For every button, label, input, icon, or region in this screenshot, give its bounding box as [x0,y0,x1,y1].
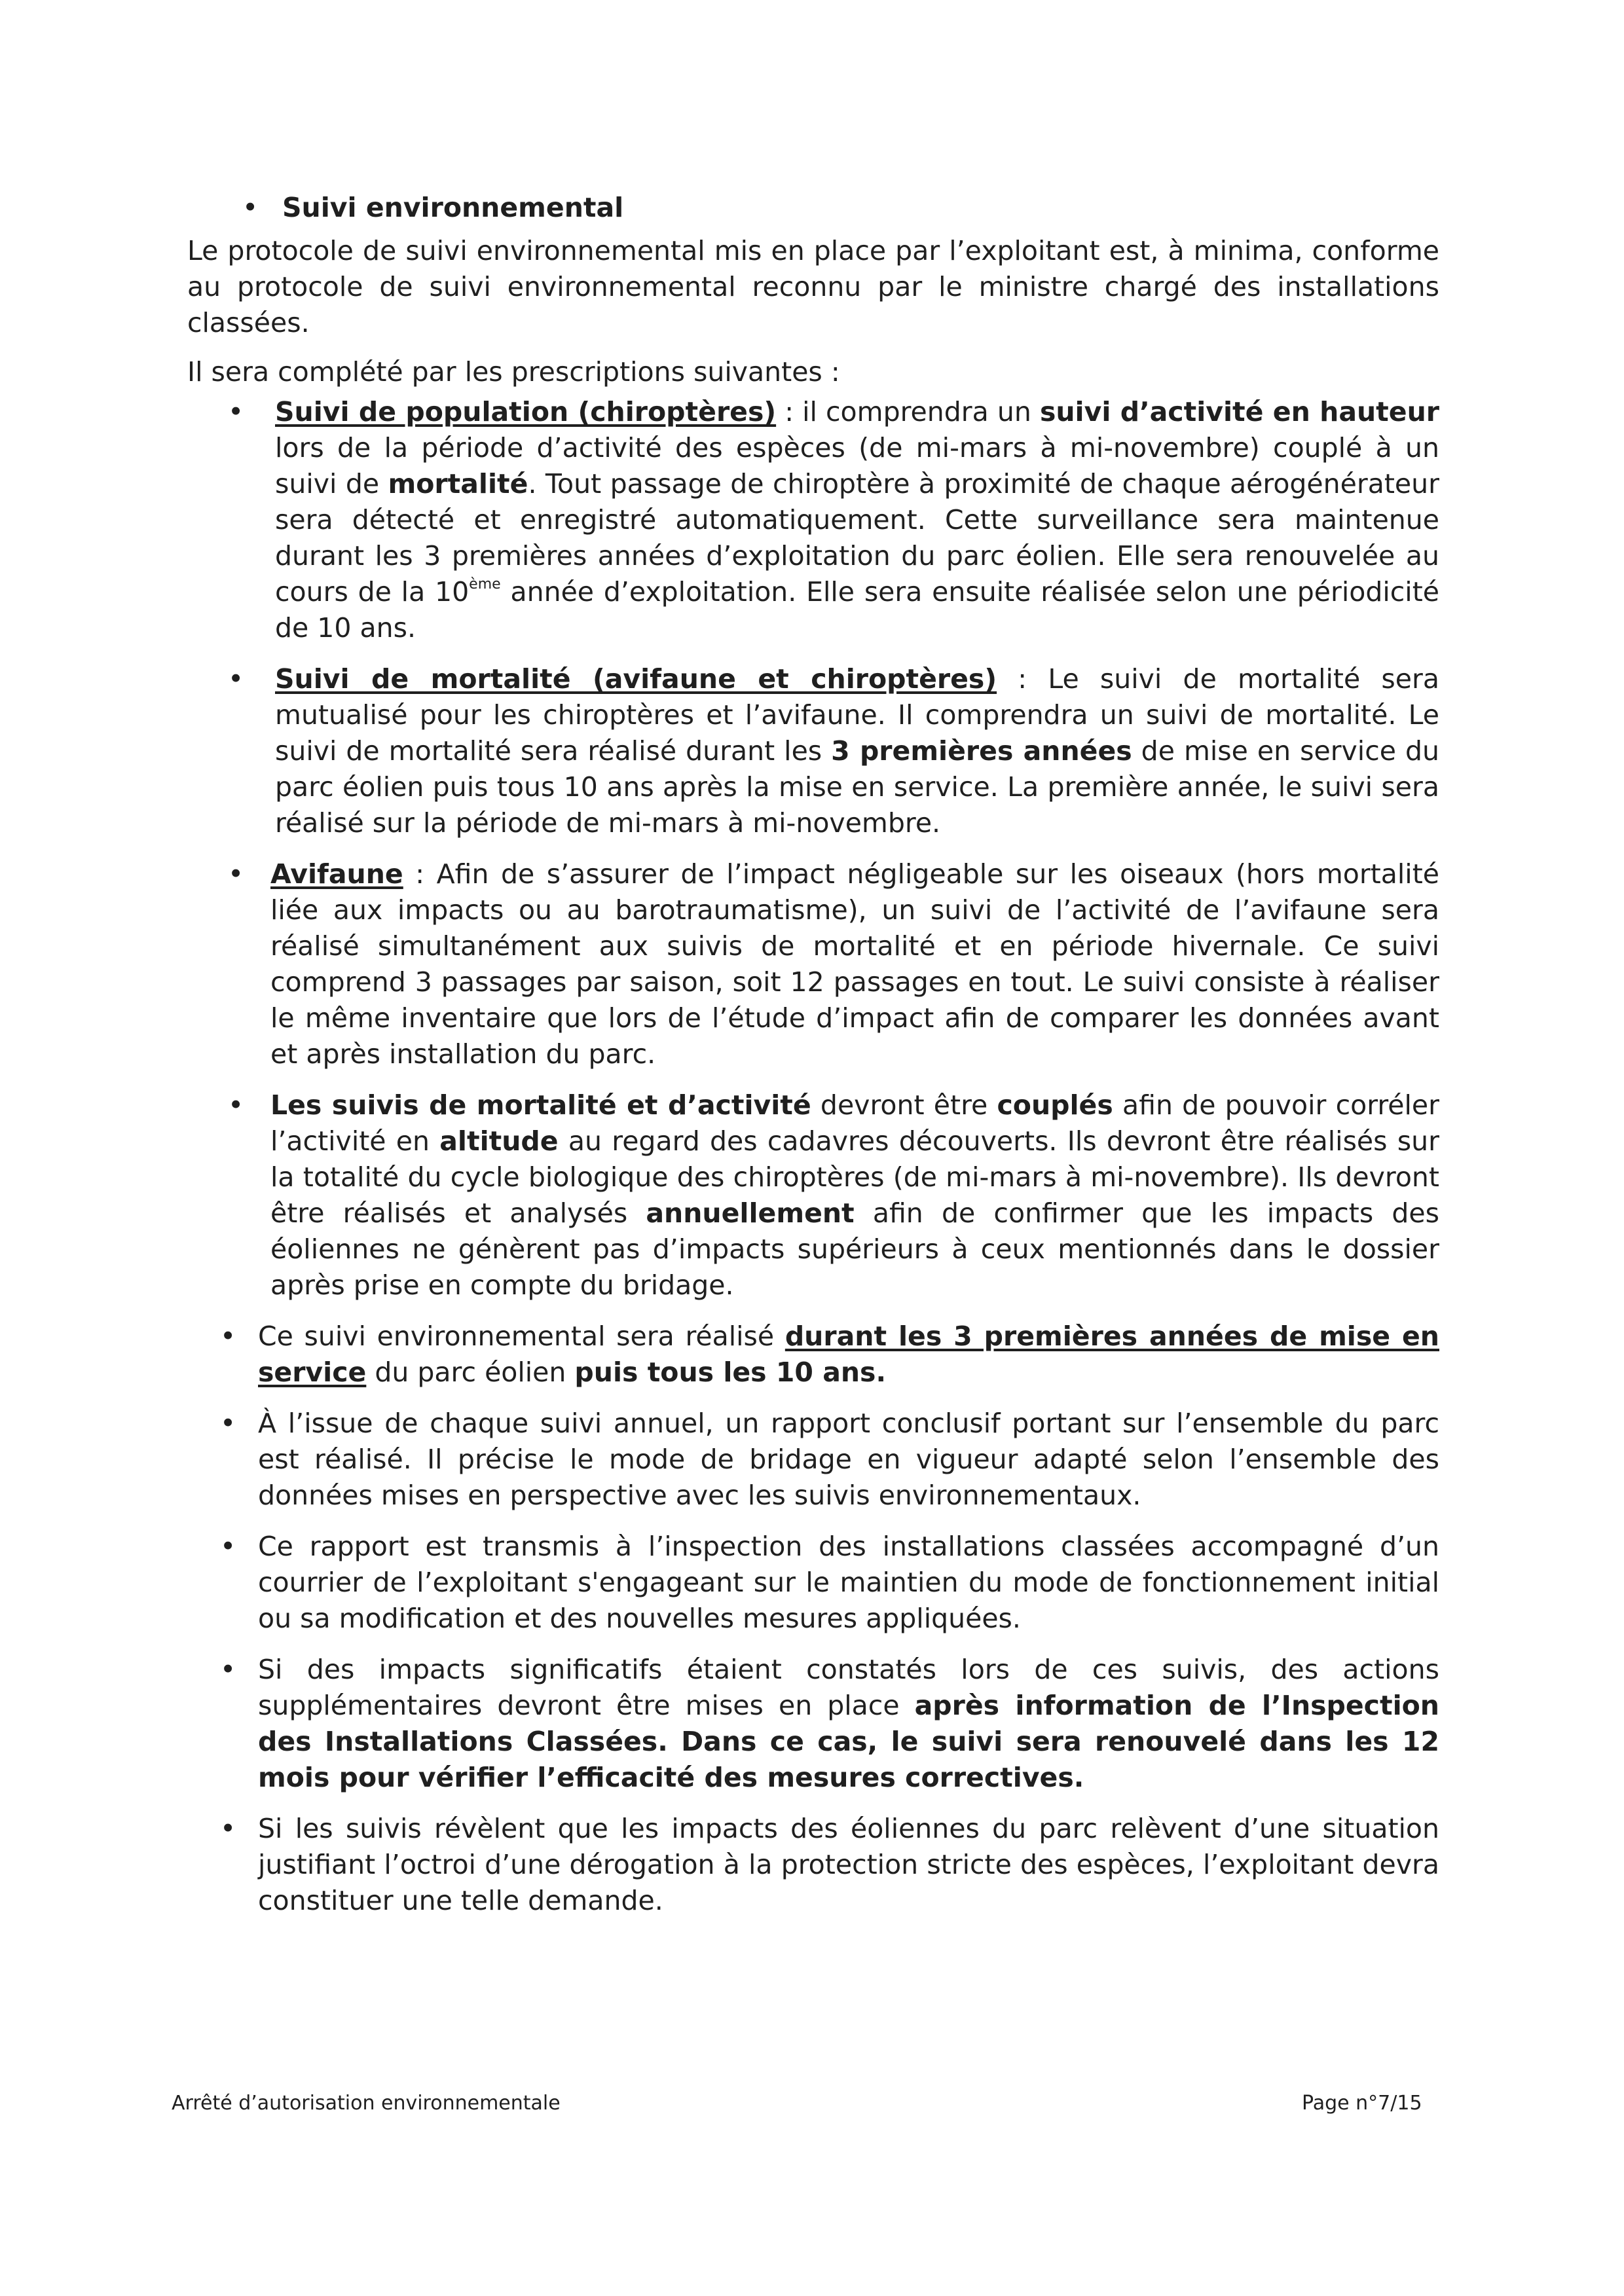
item-heading: Suivi de mortalité (avifaune et chiroptères) [275,663,997,695]
footer-page-number: Page n°7/15 [1302,2092,1422,2115]
bullet-icon: • [242,192,259,223]
intro-paragraph: Le protocole de suivi environnemental mis en place par l’exploitant est, à minima, conforme au protocole de suivi environnemental reconnu par le ministre chargé des installations classées. [187,235,1439,338]
bullet-icon: • [220,1654,236,1685]
list-item: • Ce suivi environnemental sera réalisé durant les 3 premières années de mise en service du parc éolien puis tous les 10 ans. [187,1319,1439,1391]
bullet-icon: • [228,396,244,428]
bullet-icon: • [220,1321,236,1352]
list-item: • Si des impacts significatifs étaient constatés lors de ces suivis, des actions supplémentaires devront être mises en place après information de l’Inspection des Installations Classées. Dans ce cas, le suivi sera renouvelé dans les 12 mois pour vérifier l’efficacité des mesures correctives. [187,1652,1439,1796]
list-item: • Avifaune : Afin de s’assurer de l’impact négligeable sur les oiseaux (hors mortalité liée aux impacts ou au barotraumatisme), un suivi de l’activité de l’avifaune sera réalisé simultanément aux suivis de mortalité et en période hivernale. Ce suivi comprend 3 passages par saison, soit 12 passages en tout. Le suivi consiste à réaliser le même inventaire que lors de l’étude d’impact afin de comparer les données avant et après installation du parc. [187,856,1439,1072]
bullet-icon: • [228,663,244,695]
document-body [187,190,1439,1934]
list-item: • Ce rapport est transmis à l’inspection des installations classées accompagné d’un courrier de l’exploitant s'engageant sur le maintien du mode de fonctionnement initial ou sa modification et des nouvelles mesures appliquées. [187,1529,1439,1637]
section-heading [187,190,1439,228]
section-title: Suivi environnemental [282,192,624,223]
list-item: • Si les suivis révèlent que les impacts des éoliennes du parc relèvent d’une situation justifiant l’octroi d’une dérogation à la protection stricte des espèces, l’exploitant devra constituer une telle demande. [187,1811,1439,1919]
bullet-icon: • [228,1089,244,1121]
list-item: • Suivi de population (chiroptères) : il comprendra un suivi d’activité en hauteur lors de la période d’activité des espèces (de mi-mars à mi-novembre) couplé à un suivi de mortalité. Tout passage de chiroptère à proximité de chaque aérogénérateur sera détecté et enregistré automatiquement. Cette surveillance sera maintenue durant les 3 premières années d’exploitation du parc éolien. Elle sera renouvelée au cours de la 10ème année d’exploitation. Elle sera ensuite réalisée selon une périodicité de 10 ans. [187,394,1439,646]
prescription-list [187,394,1439,1919]
bullet-icon: • [220,1813,236,1844]
item-heading: Suivi de population (chiroptères) [275,396,777,428]
list-item: • Suivi de mortalité (avifaune et chiroptères) : Le suivi de mortalité sera mutualisé pour les chiroptères et l’avifaune. Il comprendra un suivi de mortalité. Le suivi de mortalité sera réalisé durant les 3 premières années de mise en service du parc éolien puis tous 10 ans après la mise en service. La première année, le suivi sera réalisé sur la période de mi-mars à mi-novembre. [187,661,1439,841]
footer-document-title: Arrêté d’autorisation environnementale [172,2092,561,2115]
bullet-icon: • [228,858,244,890]
list-item: • À l’issue de chaque suivi annuel, un rapport conclusif portant sur l’ensemble du parc est réalisé. Il précise le mode de bridage en vigueur adapté selon l’ensemble des données mises en perspective avec les suivis environnementaux. [187,1406,1439,1514]
list-item: • Les suivis de mortalité et d’activité devront être couplés afin de pouvoir corréler l’activité en altitude au regard des cadavres découverts. Ils devront être réalisés sur la totalité du cycle biologique des chiroptères (de mi-mars à mi-novembre). Ils devront être réalisés et analysés annuellement afin de confirmer que les impacts des éoliennes ne génèrent pas d’impacts supérieurs à ceux mentionnés dans le dossier après prise en compte du bridage. [187,1087,1439,1303]
bullet-icon: • [220,1531,236,1562]
lead-paragraph: Il sera complété par les prescriptions suivantes : [187,356,840,388]
bullet-icon: • [220,1408,236,1439]
item-heading: Avifaune [270,858,403,890]
